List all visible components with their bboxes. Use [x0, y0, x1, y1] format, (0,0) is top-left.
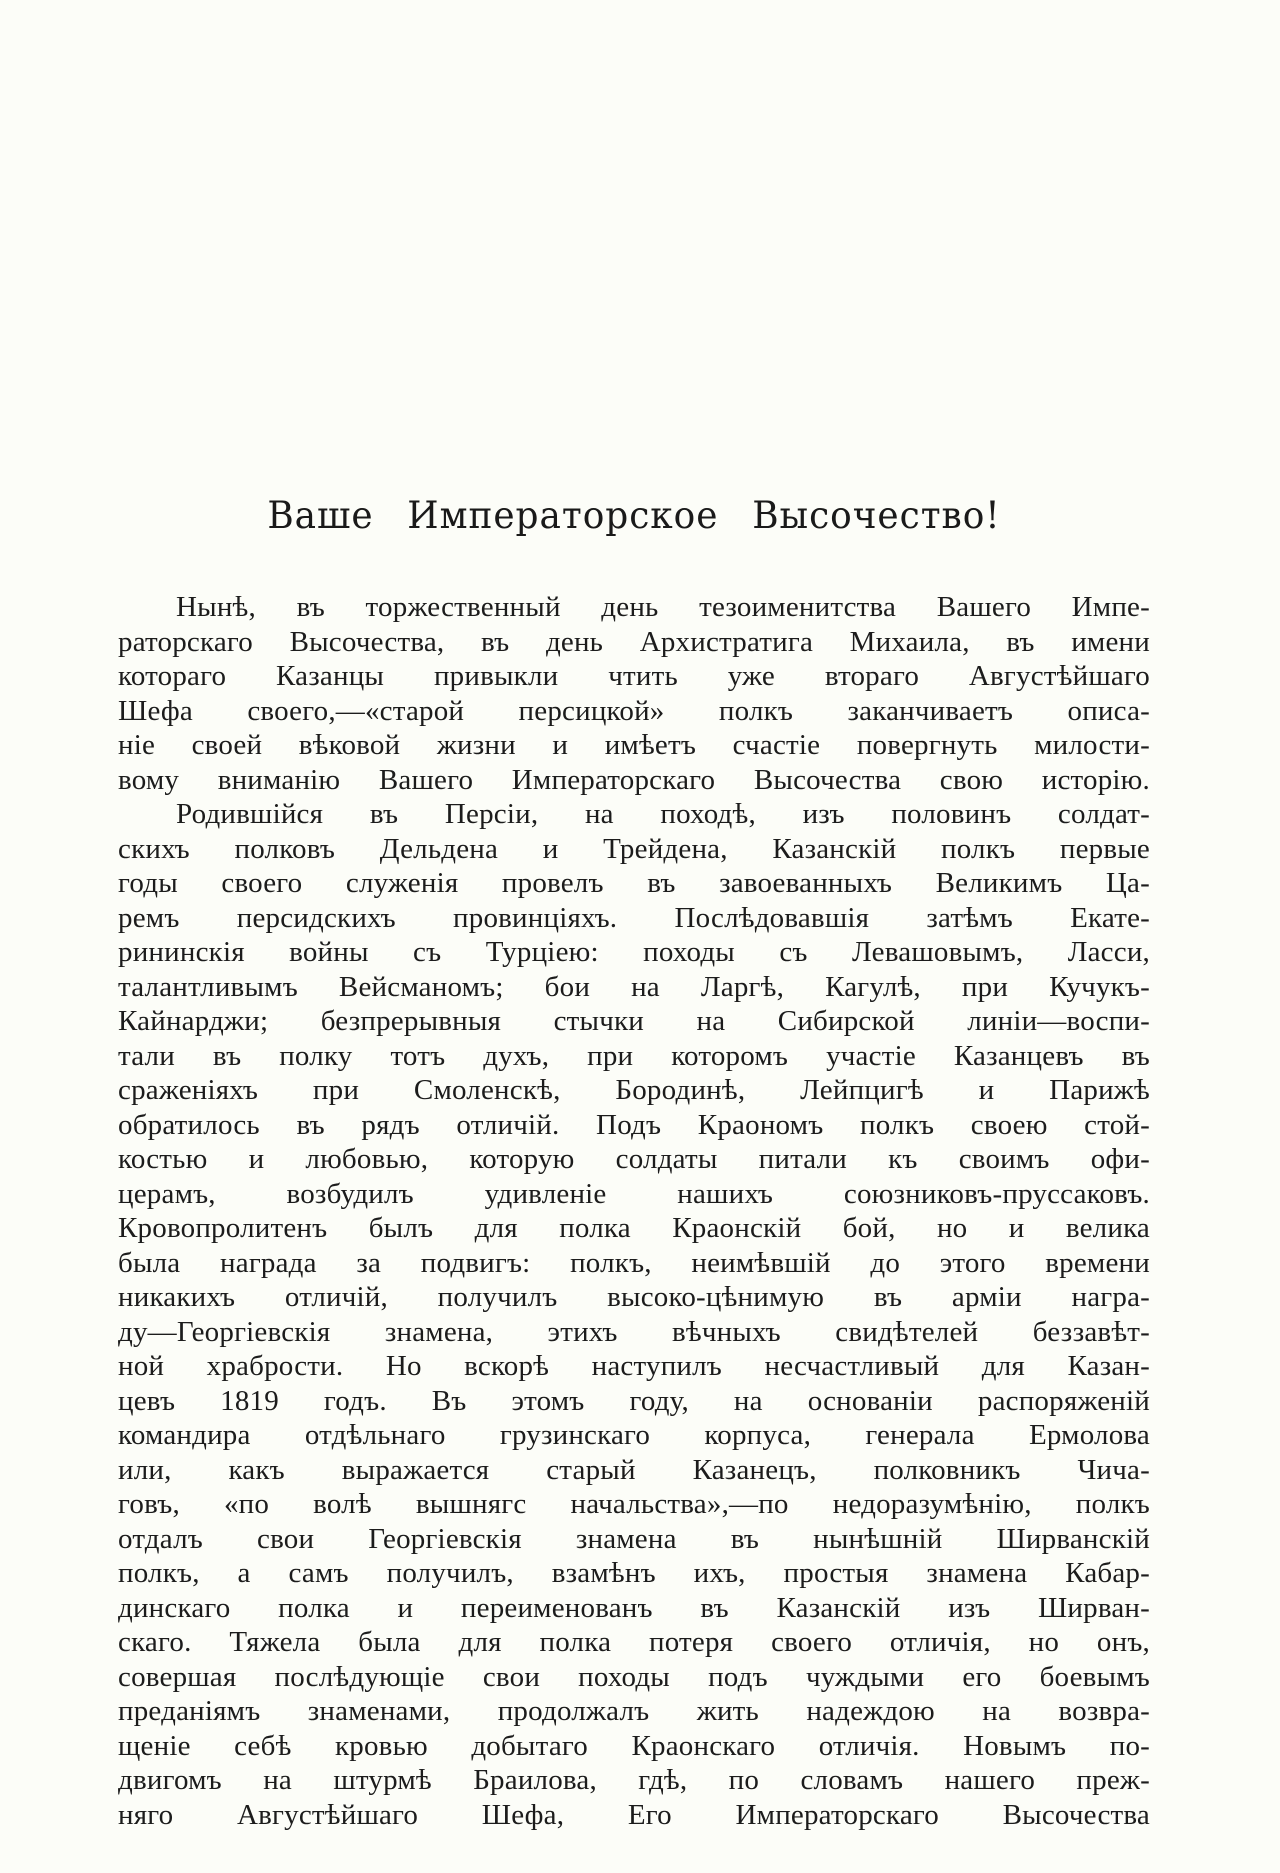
paragraph [118, 590, 1150, 797]
body-text [118, 590, 1150, 1832]
text-line: талантливымъ Вейсманомъ; бои на Ларгѣ, Кагулѣ, при Кучукъ- [118, 970, 1150, 1003]
text-line: говъ, «по волѣ вышнягс начальства»,—по недоразумѣнію, полкъ [118, 1488, 1150, 1520]
text-line: щеніе себѣ кровью добытаго Краонскаго отличія. Новымъ по- [118, 1729, 1150, 1762]
text-line: преданіямъ знаменами, продолжалъ жить надеждою на возвра- [118, 1695, 1150, 1727]
text-line: ной храбрости. Но вскорѣ наступилъ несчастливый для Казан- [118, 1350, 1150, 1382]
text-line: ніе своей вѣковой жизни и имѣетъ счастіе повергнуть милости- [118, 729, 1150, 761]
text-line: вому вниманію Вашего Императорскаго Высочества свою исторію. [118, 763, 1150, 796]
text-line: ду—Георгіевскія знамена, этихъ вѣчныхъ свидѣтелей беззавѣт- [118, 1315, 1150, 1348]
text-line: скихъ полковъ Дельдена и Трейдена, Казанскій полкъ первые [118, 832, 1150, 865]
text-line: няго Августѣйшаго Шефа, Его Императорскаго Высочества [118, 1798, 1150, 1831]
text-line: совершая послѣдующіе свои походы подъ чуждыми его боевымъ [118, 1660, 1150, 1693]
text-line: тали въ полку тотъ духъ, при которомъ участіе Казанцевъ въ [118, 1039, 1150, 1072]
text-line: рининскія войны съ Турціею: походы съ Левашовымъ, Ласси, [118, 936, 1150, 968]
text-line: отдалъ свои Георгіевскія знамена въ нынѣшній Ширванскій [118, 1522, 1150, 1555]
text-line: Кровопролитенъ былъ для полка Краонскій бой, но и велика [118, 1212, 1150, 1244]
text-line: или, какъ выражается старый Казанецъ, полковникъ Чича- [118, 1453, 1150, 1486]
text-line: Шефа своего,—«старой персицкой» полкъ заканчиваетъ описа- [118, 694, 1150, 727]
text-line: динскаго полка и переименованъ въ Казанскій изъ Ширван- [118, 1591, 1150, 1624]
text-line: сраженіяхъ при Смоленскѣ, Бородинѣ, Лейпцигѣ и Парижѣ [118, 1074, 1150, 1106]
text-line: Нынѣ, въ торжественный день тезоименитства Вашего Импе- [176, 591, 1150, 623]
text-line: скаго. Тяжела была для полка потеря своего отличія, но онъ, [118, 1626, 1150, 1658]
text-line: двигомъ на штурмѣ Браилова, гдѣ, по словамъ нашего преж- [118, 1764, 1150, 1796]
text-line: церамъ, возбудилъ удивленіе нашихъ союзниковъ-пруссаковъ. [118, 1177, 1150, 1210]
paragraph [118, 797, 1150, 1832]
text-line: никакихъ отличій, получилъ высоко-цѣнимую въ арміи награ- [118, 1281, 1150, 1313]
page-title: Ваше Императорское Высочество! [267, 494, 1001, 537]
text-line: обратилось въ рядъ отличій. Подъ Краономъ полкъ своею стой- [118, 1108, 1150, 1141]
text-line: ремъ персидскихъ провинціяхъ. Послѣдовавшія затѣмъ Екате- [118, 901, 1150, 934]
text-line: Родившійся въ Персіи, на походѣ, изъ половинъ солдат- [176, 798, 1150, 830]
text-line: была награда за подвигъ: полкъ, неимѣвшій до этого времени [118, 1246, 1150, 1279]
text-line: цевъ 1819 годъ. Въ этомъ году, на основаніи распоряженій [118, 1384, 1150, 1417]
text-line: котораго Казанцы привыкли чтить уже втораго Августѣйшаго [118, 660, 1150, 692]
text-line: командира отдѣльнаго грузинскаго корпуса, генерала Ермолова [118, 1419, 1150, 1451]
text-line: раторскаго Высочества, въ день Архистратига Михаила, въ имени [118, 625, 1150, 658]
text-line: костью и любовью, которую солдаты питали къ своимъ офи- [118, 1143, 1150, 1175]
text-line: Кайнарджи; безпрерывныя стычки на Сибирской линіи—воспи- [118, 1005, 1150, 1037]
text-line: полкъ, а самъ получилъ, взамѣнъ ихъ, простыя знамена Кабар- [118, 1557, 1150, 1589]
text-line: годы своего служенія провелъ въ завоеванныхъ Великимъ Ца- [118, 867, 1150, 899]
